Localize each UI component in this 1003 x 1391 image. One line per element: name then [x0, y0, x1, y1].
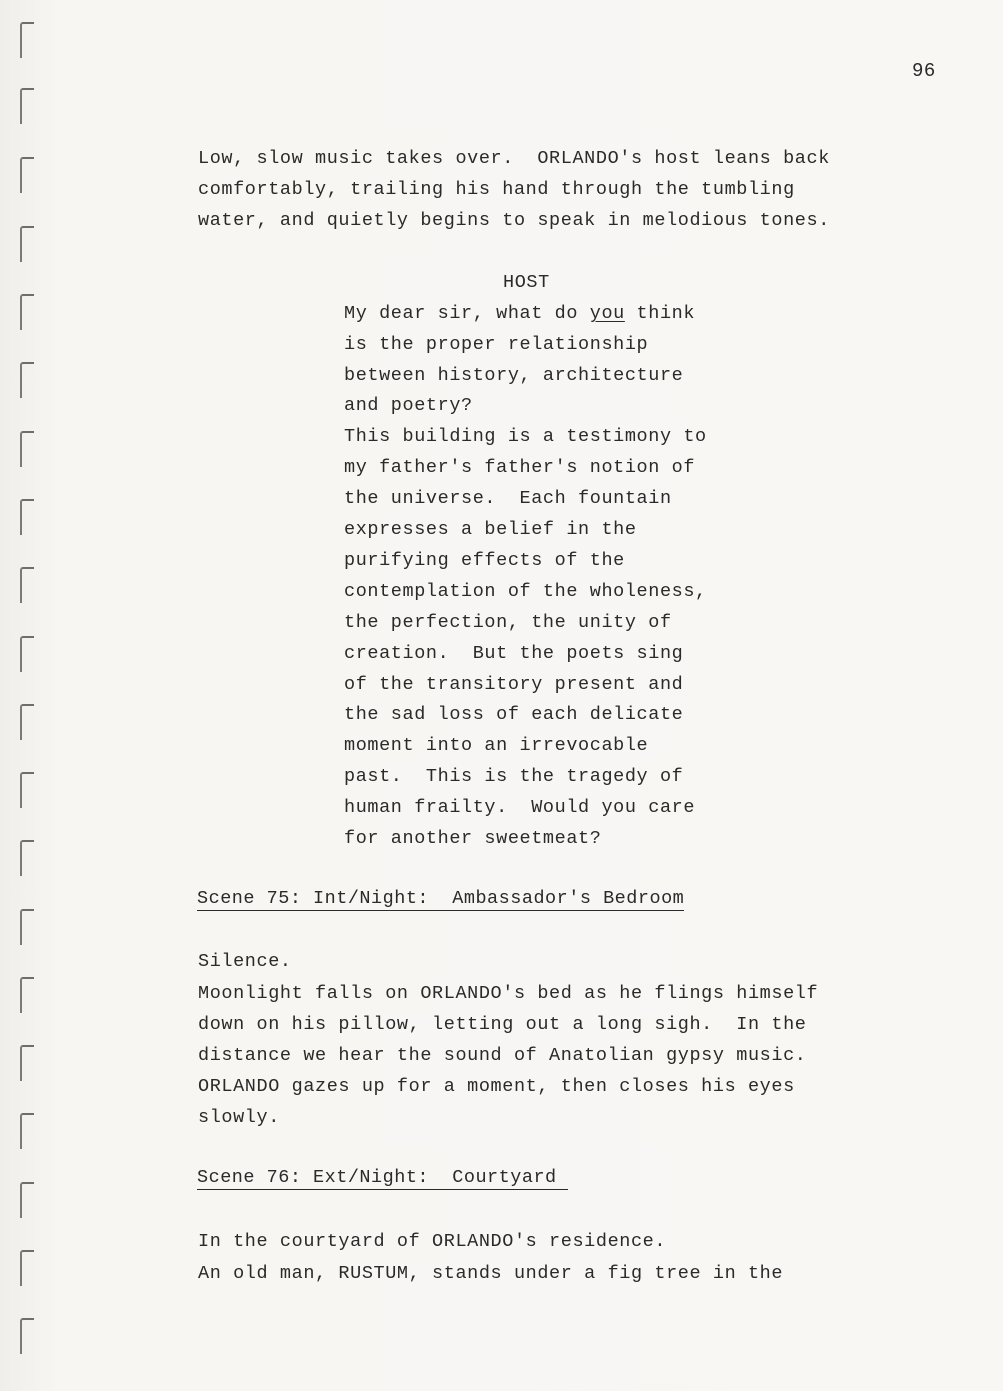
dialogue-line: This building is a testimony to — [344, 426, 707, 447]
dialogue-text: My dear sir, what do — [344, 303, 590, 324]
binding-hole — [20, 294, 34, 330]
dialogue-line: the sad loss of each delicate — [344, 704, 684, 725]
dialogue-line: purifying effects of the — [344, 550, 625, 571]
binding-hole — [20, 22, 34, 58]
dialogue-line: expresses a belief in the — [344, 519, 637, 540]
dialogue-line: human frailty. Would you care — [344, 797, 696, 818]
binding-hole — [20, 1318, 34, 1354]
binding-hole — [20, 772, 34, 808]
dialogue-line: moment into an irrevocable — [344, 735, 649, 756]
dialogue-line: contemplation of the wholeness, — [344, 581, 707, 602]
binding-hole — [20, 1250, 34, 1286]
dialogue-line: the universe. Each fountain — [344, 488, 672, 509]
action-line: down on his pillow, letting out a long sigh. In the — [198, 1014, 807, 1035]
action-line: distance we hear the sound of Anatolian gypsy music. — [198, 1045, 807, 1066]
binding-holes — [14, 0, 44, 1391]
dialogue-text: think — [624, 303, 696, 324]
binding-hole — [20, 636, 34, 672]
dialogue-line: past. This is the tragedy of — [344, 766, 684, 787]
dialogue-line — [344, 303, 695, 324]
action-line: Moonlight falls on ORLANDO's bed as he flings himself — [198, 983, 819, 1004]
dialogue-line: creation. But the poets sing — [344, 643, 684, 664]
binding-hole — [20, 1182, 34, 1218]
dialogue-line: my father's father's notion of — [344, 457, 696, 478]
dialogue-line: between history, architecture — [344, 365, 684, 386]
binding-hole — [20, 362, 34, 398]
dialogue-line: the perfection, the unity of — [344, 612, 672, 633]
action-line: Silence. — [198, 951, 292, 972]
scene-heading: Scene 75: Int/Night: Ambassador's Bedroom — [197, 888, 685, 909]
dialogue-line: is the proper relationship — [344, 334, 649, 355]
dialogue-line: and poetry? — [344, 395, 473, 416]
emphasis-text: you — [589, 303, 625, 324]
binding-hole — [20, 567, 34, 603]
action-line: water, and quietly begins to speak in melodious tones. — [198, 210, 830, 231]
page-number: 96 — [912, 60, 936, 82]
action-line: Low, slow music takes over. ORLANDO's host leans back — [198, 148, 830, 169]
character-name: HOST — [503, 272, 550, 293]
binding-hole — [20, 704, 34, 740]
binding-hole — [20, 909, 34, 945]
action-line: slowly. — [198, 1107, 280, 1128]
action-line: An old man, RUSTUM, stands under a fig tree in the — [198, 1263, 784, 1284]
action-line: ORLANDO gazes up for a moment, then closes his eyes — [198, 1076, 795, 1097]
dialogue-line: of the transitory present and — [344, 674, 684, 695]
dialogue-line: for another sweetmeat? — [344, 828, 602, 849]
action-line: comfortably, trailing his hand through the tumbling — [198, 179, 795, 200]
scene-heading: Scene 76: Ext/Night: Courtyard — [197, 1167, 569, 1188]
binding-hole — [20, 840, 34, 876]
binding-hole — [20, 1113, 34, 1149]
binding-hole — [20, 431, 34, 467]
binding-hole — [20, 226, 34, 262]
binding-hole — [20, 1045, 34, 1081]
binding-hole — [20, 88, 34, 124]
action-line: In the courtyard of ORLANDO's residence. — [198, 1231, 667, 1252]
binding-hole — [20, 157, 34, 193]
binding-hole — [20, 977, 34, 1013]
binding-hole — [20, 499, 34, 535]
